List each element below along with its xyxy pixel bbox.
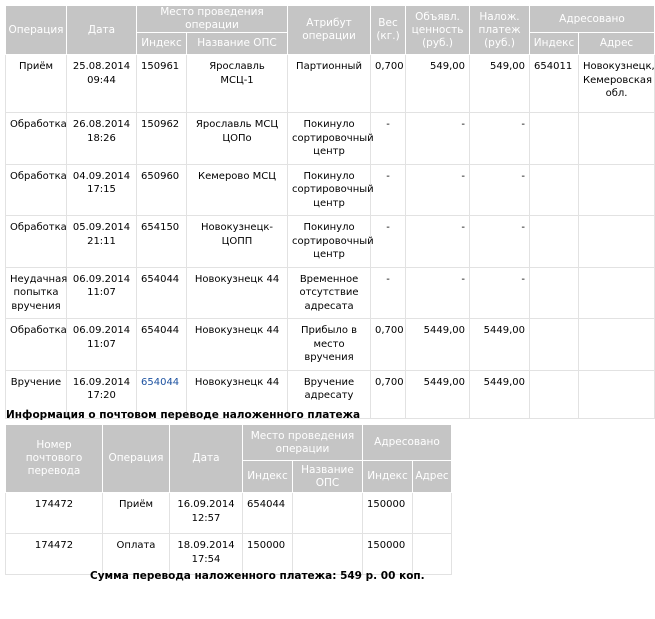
header-date: Дата bbox=[67, 6, 137, 55]
t2-header-place-name: Название ОПС bbox=[293, 461, 363, 493]
cell-office: Кемерово МСЦ bbox=[187, 164, 288, 216]
cell-office: Новокузнецк-ЦОПП bbox=[187, 216, 288, 268]
header-addressed: Адресовано bbox=[530, 6, 655, 33]
cell-declared-value: 5449,00 bbox=[406, 319, 470, 371]
cell-date-time: 17:15 bbox=[87, 184, 116, 195]
table-row bbox=[6, 493, 452, 534]
cell-office: Новокузнецк 44 bbox=[187, 319, 288, 371]
t2-header-operation: Операция bbox=[103, 425, 170, 493]
cell-operation: Приём bbox=[6, 55, 67, 113]
table-row bbox=[6, 267, 655, 319]
cell-date-time: 12:57 bbox=[191, 512, 221, 524]
cell-date bbox=[67, 319, 137, 371]
t2-header-date: Дата bbox=[170, 425, 243, 493]
header-attribute: Атрибут операции bbox=[288, 6, 371, 55]
cell-operation: Вручение bbox=[6, 370, 67, 418]
header-addr-address: Адрес bbox=[579, 33, 655, 55]
cell-index: 650960 bbox=[137, 164, 187, 216]
cell-date bbox=[67, 164, 137, 216]
cell-date-time: 11:07 bbox=[87, 287, 116, 298]
index-link[interactable]: 654044 bbox=[141, 376, 180, 388]
cell-operation: Обработка bbox=[6, 164, 67, 216]
cell-date-day: 06.09.2014 bbox=[72, 273, 131, 285]
cell-weight: - bbox=[371, 216, 406, 268]
cell-office: Ярославль МСЦ-1 bbox=[187, 55, 288, 113]
cell-declared-value: - bbox=[406, 164, 470, 216]
cell-operation: Неудачная попытка вручения bbox=[6, 267, 67, 319]
cell-weight: 0,700 bbox=[371, 55, 406, 113]
cell-index: 654044 bbox=[137, 319, 187, 371]
t2-header-place-index: Индекс bbox=[243, 461, 293, 493]
cell-addr bbox=[579, 370, 655, 418]
cell-cod: - bbox=[470, 267, 530, 319]
cell-cod: 549,00 bbox=[470, 55, 530, 113]
cell-weight: - bbox=[371, 164, 406, 216]
cell-date-day: 26.08.2014 bbox=[72, 119, 131, 130]
cell-date-time: 17:20 bbox=[87, 390, 116, 401]
cell-declared-value: 549,00 bbox=[406, 55, 470, 113]
header-operation: Операция bbox=[6, 6, 67, 55]
cell-date-day: 18.09.2014 bbox=[177, 540, 235, 551]
cell-addr-index bbox=[530, 319, 579, 371]
cell-attribute: Партионный bbox=[288, 55, 371, 113]
cell-attribute: Покинуло сортировочный центр bbox=[288, 216, 371, 268]
table-row bbox=[6, 55, 655, 113]
cell-addr-index bbox=[530, 216, 579, 268]
cell-attribute: Прибыло в место вручения bbox=[288, 319, 371, 371]
cell-index: 654044 bbox=[137, 267, 187, 319]
header-cod: Налож. платеж (руб.) bbox=[470, 6, 530, 55]
cell-addr bbox=[413, 493, 452, 534]
cell-addr-index bbox=[530, 267, 579, 319]
cell-addr bbox=[579, 216, 655, 268]
cell-addr-index: 654011 bbox=[530, 55, 579, 113]
t2-header-addr-address: Адрес bbox=[413, 461, 452, 493]
cell-date-day: 05.09.2014 bbox=[72, 222, 131, 233]
header-declared-value: Объявл. ценность (руб.) bbox=[406, 6, 470, 55]
cell-date-time: 09:44 bbox=[87, 74, 116, 86]
cell-cod: 5449,00 bbox=[470, 370, 530, 418]
header-place-name: Название ОПС bbox=[187, 33, 288, 55]
header-weight: Вес (кг.) bbox=[371, 6, 406, 55]
table-row bbox=[6, 319, 655, 371]
cell-cod: - bbox=[470, 216, 530, 268]
cell-operation: Обработка bbox=[6, 319, 67, 371]
cell-date-day: 25.08.2014 bbox=[72, 61, 131, 72]
cell-date bbox=[67, 216, 137, 268]
cell-date-time: 21:11 bbox=[87, 235, 116, 247]
cell-addr bbox=[579, 113, 655, 165]
table-row bbox=[6, 534, 452, 575]
cell-office bbox=[293, 493, 363, 534]
cell-index: 150961 bbox=[137, 55, 187, 113]
cell-date bbox=[67, 55, 137, 113]
table-row bbox=[6, 113, 655, 165]
cell-date-day: 04.09.2014 bbox=[72, 170, 131, 182]
cell-declared-value: 5449,00 bbox=[406, 370, 470, 418]
cell-weight: 0,700 bbox=[371, 370, 406, 418]
cell-transfer-number: 174472 bbox=[6, 493, 103, 534]
cell-declared-value: - bbox=[406, 267, 470, 319]
cell-date-time: 18:26 bbox=[87, 132, 116, 144]
cell-addr bbox=[579, 319, 655, 371]
cell-attribute: Покинуло сортировочный центр bbox=[288, 113, 371, 165]
cell-operation: Приём bbox=[103, 493, 170, 534]
header-place: Место проведения операции bbox=[137, 6, 288, 33]
t2-header-number: Номер почтового перевода bbox=[6, 425, 103, 493]
table-row bbox=[6, 216, 655, 268]
cell-date-day: 16.09.2014 bbox=[177, 499, 235, 510]
cell-date-day: 16.09.2014 bbox=[72, 376, 131, 388]
cell-transfer-number: 174472 bbox=[6, 534, 103, 575]
cell-attribute: Временное отсутствие адресата bbox=[288, 267, 371, 319]
cell-weight: - bbox=[371, 113, 406, 165]
header-addr-index: Индекс bbox=[530, 33, 579, 55]
cell-addr bbox=[579, 267, 655, 319]
cell-cod: - bbox=[470, 164, 530, 216]
cell-addr bbox=[413, 534, 452, 575]
cell-date bbox=[170, 493, 243, 534]
cell-office: Ярославль МСЦ ЦОПо bbox=[187, 113, 288, 165]
cell-office: Новокузнецк 44 bbox=[187, 267, 288, 319]
cell-addr-index: 150000 bbox=[363, 534, 413, 575]
cell-office bbox=[293, 534, 363, 575]
cell-index: 654044 bbox=[243, 493, 293, 534]
cell-date-time: 17:54 bbox=[191, 553, 221, 565]
cell-addr-index bbox=[530, 113, 579, 165]
cell-index: 654150 bbox=[137, 216, 187, 268]
cell-weight: - bbox=[371, 267, 406, 319]
cell-addr: Новокузнецк, Кемеровская обл. bbox=[579, 55, 655, 113]
t2-header-place: Место проведения операции bbox=[243, 425, 363, 461]
transfer-title: Информация о почтовом переводе наложенного платежа bbox=[6, 409, 361, 421]
cell-operation: Обработка bbox=[6, 113, 67, 165]
transfer-summary: Сумма перевода наложенного платежа: 549 р. 00 коп. bbox=[90, 570, 425, 582]
cell-index: 150962 bbox=[137, 113, 187, 165]
cell-date-day: 06.09.2014 bbox=[72, 325, 131, 336]
cell-operation: Обработка bbox=[6, 216, 67, 268]
cell-attribute: Покинуло сортировочный центр bbox=[288, 164, 371, 216]
table-row bbox=[6, 164, 655, 216]
cell-office: Новокузнецк 44 bbox=[187, 370, 288, 418]
cell-date bbox=[67, 113, 137, 165]
cell-declared-value: - bbox=[406, 113, 470, 165]
cell-cod: - bbox=[470, 113, 530, 165]
cell-weight: 0,700 bbox=[371, 319, 406, 371]
transfer-table bbox=[5, 424, 452, 575]
cell-index: 150000 bbox=[243, 534, 293, 575]
cell-addr-index: 150000 bbox=[363, 493, 413, 534]
cell-operation: Оплата bbox=[103, 534, 170, 575]
cell-addr-index bbox=[530, 164, 579, 216]
t2-header-addr-index: Индекс bbox=[363, 461, 413, 493]
cell-attribute: Вручение адресату bbox=[288, 370, 371, 418]
cell-date bbox=[67, 267, 137, 319]
cell-date bbox=[170, 534, 243, 575]
cell-cod: 5449,00 bbox=[470, 319, 530, 371]
cell-declared-value: - bbox=[406, 216, 470, 268]
cell-addr-index bbox=[530, 370, 579, 418]
cell-date-time: 11:07 bbox=[87, 338, 116, 350]
t2-header-addressed: Адресовано bbox=[363, 425, 452, 461]
cell-addr bbox=[579, 164, 655, 216]
tracking-table bbox=[5, 5, 655, 419]
header-place-index: Индекс bbox=[137, 33, 187, 55]
